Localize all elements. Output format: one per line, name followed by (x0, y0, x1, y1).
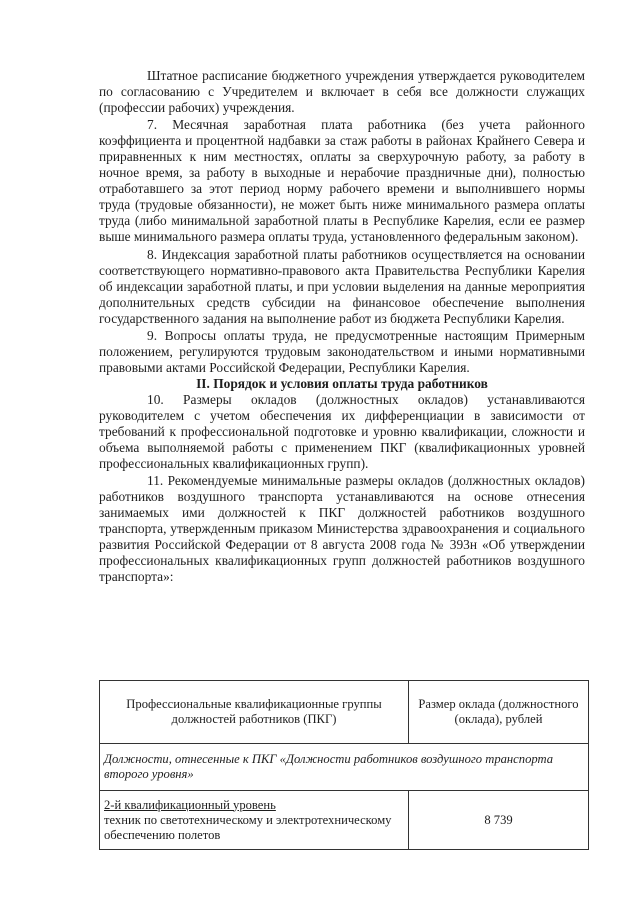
paragraph-10: 10. Размеры окладов (должностных окладов) устанавливаются руководителем с учетом обеспечения их дифференциации в зависимости от требований к профессиональной подготовке и уровню квалификации, сложности и объема выполняемой работы с применением ПКГ (квалификационных уровней профессиональных квалификационных групп). (99, 391, 585, 472)
section-heading: II. Порядок и условия оплаты труда работников (196, 375, 488, 391)
paragraph-9: 9. Вопросы оплаты труда, не предусмотренные настоящим Примерным положением, регулируются трудовым законодательством и иными нормативными правовыми актами Российской Федерации, Республики Карелия. (99, 327, 585, 375)
table-header-row (100, 681, 589, 744)
table-row (100, 791, 589, 850)
position-cell (100, 791, 409, 850)
paragraph-11: 11. Рекомендуемые минимальные размеры окладов (должностных окладов) работников воздушного транспорта устанавливаются на основе отнесения занимаемых ими должностей к ПКГ должностей работников воздушного транспорта, утвержденным приказом Министерства здравоохранения и социального развития Российской Федерации от 8 августа 2008 года № 393н «Об утверждении профессиональных квалификационных групп должностей работников воздушного транспорта»: (99, 473, 585, 585)
paragraph-8: 8. Индексация заработной платы работников осуществляется на основании соответствующего нормативно-правового акта Правительства Республики Карелия об индексации заработной платы, и при условии выделения на данные мероприятия дополнительных средств субсидии на финансовое обеспечение выполнения государственного задания на выполнение работ из бюджета Республики Карелия. (99, 246, 585, 326)
paragraph-7: 7. Месячная заработная плата работника (без учета районного коэффициента и процентной надбавки за стаж работы в районах Крайнего Севера и приравненных к ним местностях, оплаты за сверхурочную работу, за работу в ночное время, за работу в выходные и нерабочие праздничные дни), полностью отработавшего за этот период норму рабочего времени и выполнившего нормы труда (трудовые обязанности), не может быть ниже минимального размера оплаты труда (либо минимальной заработной платы в Республике Карелия, если ее размер выше минимального размера оплаты труда, установленного федеральным законом). (99, 117, 585, 245)
header-pkg: Профессиональные квалификационные группы должностей работников (ПКГ) (100, 681, 409, 744)
paragraph-staff-schedule: Штатное расписание бюджетного учреждения утверждается руководителем по согласованию с Учредителем и включает в себя все должности служащих (профессии рабочих) учреждения. (99, 68, 585, 116)
table-group-row (100, 744, 589, 791)
group-label: Должности, отнесенные к ПКГ «Должности работников воздушного транспорта второго уровня» (100, 744, 589, 791)
qualification-level: 2-й квалификационный уровень (104, 797, 276, 812)
salary-table (99, 680, 589, 850)
salary-value: 8 739 (409, 791, 589, 850)
header-salary: Размер оклада (должностного (оклада), рублей (409, 681, 589, 744)
document-body (99, 68, 585, 586)
position-name: техник по светотехническому и электротехническому обеспечению полетов (104, 812, 392, 842)
